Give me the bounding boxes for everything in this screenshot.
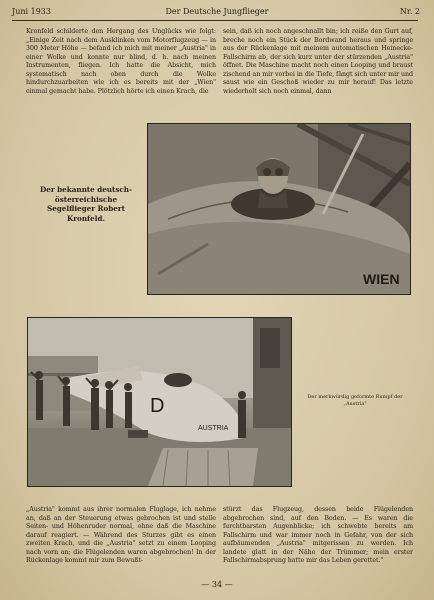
article-text-top-left: Kronfeld schilderte den Hergang des Unglücks wie folgt: „Einige Zeit nach dem Ausklinken vom Motorflugzeug — in 300 Meter Höhe — befand ich mich mit meiner „Austria" in einer Wolke und konnte nur blind, d. h. nach meinen Instrumenten, fliegen. Ich hatte die Absicht, mich systematisch nach oben durch die Wolke hindurchzuarbeiten wie ich es bereits mit der „Wien" einmal gemacht habe. Plötzlich hörte ich einen Krach, die xyxy=(26,28,216,95)
page-number: — 34 — xyxy=(201,580,233,589)
photo-kronfeld-illustration xyxy=(148,124,410,294)
header-title: Der Deutsche Jungflieger xyxy=(165,7,269,16)
glider-name-text: AUSTRIA xyxy=(198,425,229,432)
running-header xyxy=(0,6,434,20)
article-text-bottom-left: „Austria" kommt aus ihrer normalen Fluglage, ich nehme an, daß an der Steuerung etwas gebrochen ist und stelle Seiten- und Höhenruder normal, ohne daß die Maschine darauf reagiert. — Während des Sturzes gibt es einen zweiten Krach, und die „Austria" setzt zu einem Looping nach vorn an; die Flügelenden waren abgebrochen! In der Rückenlage kommt mir zum Bewußt- xyxy=(26,506,216,564)
header-issue: Nr. 2 xyxy=(399,7,420,16)
article-text-bottom-right: stürzt das Flugzeug, dessen beide Flügelenden abgebrochen sind, auf den Boden. — Es waren die furchtbarsten Augenblicke; ich schwebte bereits am Fallschirm und war immer noch in Gefahr, von der sich aufbäumenden „Austria" mitgerissen zu werden. Ich landete glatt in der Nähe der Trümmer; mein erster Fallschirmabsprung hatte mir das Leben gerettet." xyxy=(223,506,413,564)
photo-glider-illustration xyxy=(28,318,291,486)
header-rule xyxy=(12,20,418,21)
photo-kronfeld-in-cockpit xyxy=(148,124,410,294)
article-text-top-right: sein, daß ich noch angeschnallt bin; ich reiße den Gurt auf, breche noch ein Stück der Bordwand heraus und springe aus der Rückenlage mit meinem automatischen Heinecke-Fallschirm ab, der sich kurz unter der stürzenden „Austria" öffnet. Die Maschine macht noch einen Looping und braust zischend an mir vorbei in die Tiefe, fängt sich unter mir und saust wie ein Geschoß wieder zu mir herauf! Das letzte wiederholt sich noch einmal, dann xyxy=(223,28,413,95)
photo-caption-kronfeld: Der bekannte deutsch-österreichische Segelflieger Robert Kronfeld. xyxy=(40,185,132,223)
glider-letter-text: D xyxy=(150,395,165,417)
fuselage-registration-text: WIEN xyxy=(363,271,400,287)
photo-austria-glider xyxy=(28,318,291,486)
header-date: Juni 1933 xyxy=(12,7,51,16)
photo-caption-austria: Der merkwürdig geformte Rumpf der „Austria" xyxy=(307,394,403,407)
